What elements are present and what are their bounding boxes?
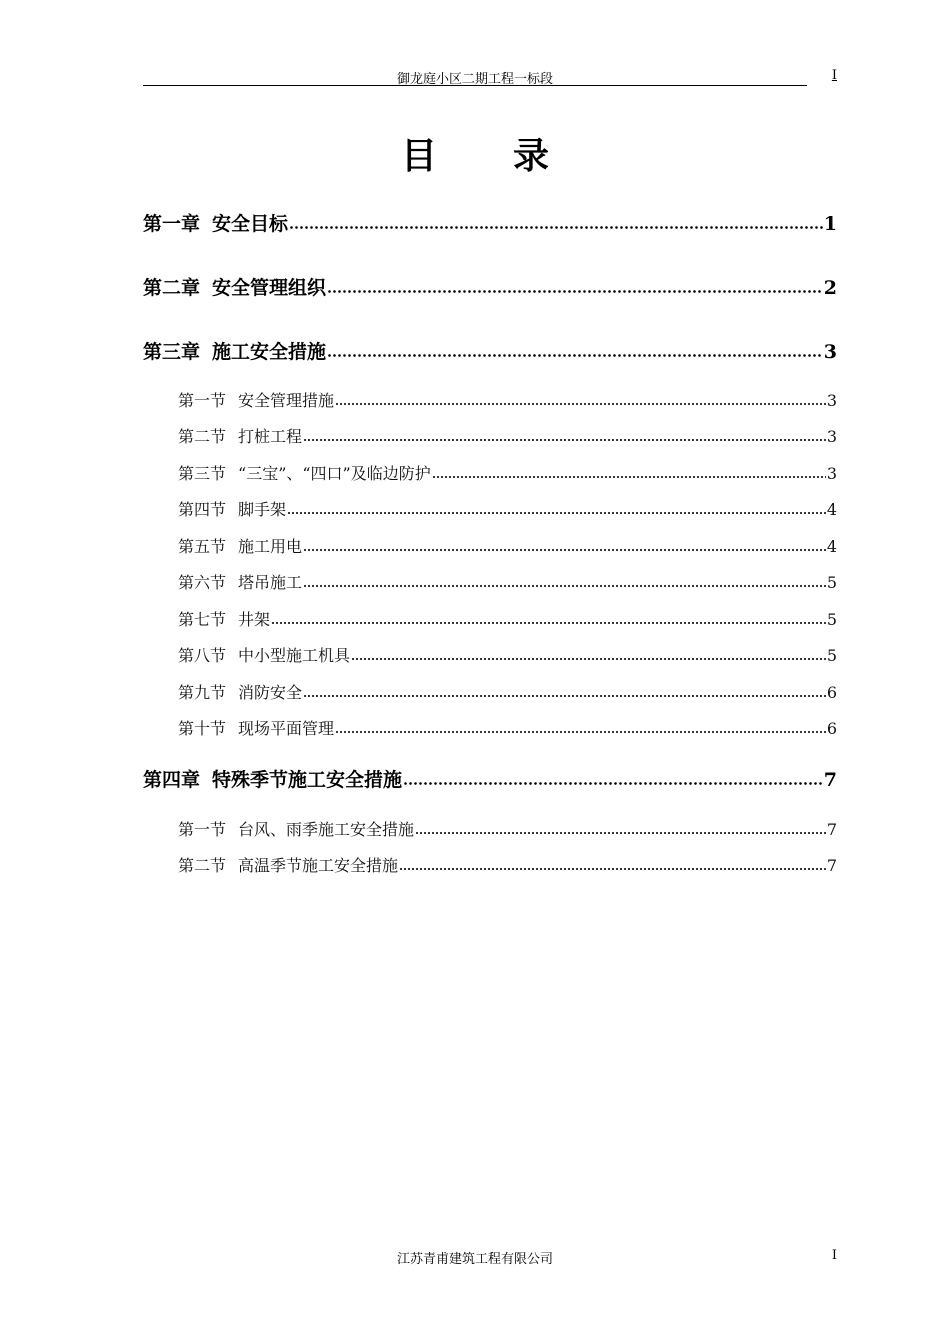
header-page-number: I bbox=[831, 68, 837, 83]
toc-entry-page: 5 bbox=[826, 610, 837, 629]
toc-dot-leader bbox=[327, 289, 823, 294]
toc-section-entry[interactable] bbox=[178, 388, 837, 410]
toc-dot-leader bbox=[403, 781, 823, 786]
toc-entry-number: 第一节 bbox=[178, 391, 227, 410]
toc-entry-page: 3 bbox=[826, 464, 837, 483]
toc-entry-title: 脚手架 bbox=[238, 500, 287, 519]
toc-entry-page: 3 bbox=[823, 341, 837, 363]
toc-entry-page: 5 bbox=[826, 573, 837, 592]
toc-chapter-entry[interactable] bbox=[143, 765, 837, 791]
toc-dot-leader bbox=[415, 831, 826, 835]
footer-company: 江苏青甫建筑工程有限公司 bbox=[396, 1252, 553, 1267]
toc-entry-number: 第九节 bbox=[178, 683, 227, 702]
toc-entry-number: 第八节 bbox=[178, 646, 227, 665]
toc-entry-number: 第三章 bbox=[143, 341, 201, 363]
toc-entry-number: 第二章 bbox=[143, 277, 201, 299]
toc-chapter-entry[interactable] bbox=[143, 273, 837, 299]
toc-dot-leader bbox=[335, 730, 826, 734]
toc-entry-page: 3 bbox=[826, 391, 837, 410]
toc-entry-number: 第二节 bbox=[178, 856, 227, 875]
toc-entry-number: 第六节 bbox=[178, 573, 227, 592]
toc-entry-title: 现场平面管理 bbox=[238, 719, 335, 738]
page-header bbox=[143, 66, 837, 88]
footer-page-number: I bbox=[831, 1248, 837, 1263]
toc-entry-title: 安全目标 bbox=[212, 213, 289, 235]
toc-entry-number: 第四节 bbox=[178, 500, 227, 519]
toc-dot-leader bbox=[289, 225, 823, 230]
toc-entry-number: 第七节 bbox=[178, 610, 227, 629]
toc-entry-number: 第十节 bbox=[178, 719, 227, 738]
toc-section-entry[interactable] bbox=[178, 716, 837, 738]
toc-dot-leader bbox=[399, 867, 826, 871]
toc-dot-leader bbox=[432, 475, 826, 479]
toc-entry-title: 消防安全 bbox=[238, 683, 303, 702]
toc-dot-leader bbox=[287, 511, 826, 515]
toc-chapter-entry[interactable] bbox=[143, 209, 837, 235]
toc-section-entry[interactable] bbox=[178, 424, 837, 446]
toc-section-entry[interactable] bbox=[178, 680, 837, 702]
toc-entry-page: 6 bbox=[826, 719, 837, 738]
toc-entry-title: 施工用电 bbox=[238, 537, 303, 556]
toc-section-entry[interactable] bbox=[178, 853, 837, 875]
toc-section-entry[interactable] bbox=[178, 643, 837, 665]
toc-entry-title: 井架 bbox=[238, 610, 271, 629]
toc-entry-page: 3 bbox=[826, 427, 837, 446]
toc-entry-page: 7 bbox=[826, 856, 837, 875]
toc-entry-page: 6 bbox=[826, 683, 837, 702]
toc-entry-page: 7 bbox=[823, 769, 837, 791]
toc-entry-title: “三宝”、“四口”及临边防护 bbox=[238, 464, 431, 483]
header-title: 御龙庭小区二期工程一标段 bbox=[396, 72, 553, 87]
toc-entry-page: 7 bbox=[826, 820, 837, 839]
toc-dot-leader bbox=[303, 438, 826, 442]
toc-section-entry[interactable] bbox=[178, 817, 837, 839]
toc-dot-leader bbox=[327, 353, 823, 358]
toc-entry-title: 打桩工程 bbox=[238, 427, 303, 446]
toc-entry-title: 特殊季节施工安全措施 bbox=[212, 769, 403, 791]
toc-entry-title: 台风、雨季施工安全措施 bbox=[238, 820, 415, 839]
toc-section-entry[interactable] bbox=[178, 497, 837, 519]
toc-entry-page: 1 bbox=[823, 213, 837, 235]
toc-dot-leader bbox=[303, 548, 826, 552]
toc-dot-leader bbox=[335, 402, 826, 406]
toc-entry-title: 安全管理措施 bbox=[238, 391, 335, 410]
toc-section-entry[interactable] bbox=[178, 534, 837, 556]
toc-entry-page: 2 bbox=[823, 277, 837, 299]
toc-entry-title: 塔吊施工 bbox=[238, 573, 303, 592]
toc-section-entry[interactable] bbox=[178, 607, 837, 629]
page-footer bbox=[143, 1248, 837, 1268]
toc-chapter-entry[interactable] bbox=[143, 337, 837, 363]
header-rule bbox=[143, 85, 807, 86]
toc-entry-title: 中小型施工机具 bbox=[238, 646, 351, 665]
toc-entry-number: 第五节 bbox=[178, 537, 227, 556]
toc-dot-leader bbox=[271, 621, 826, 625]
document-title: 目录 bbox=[400, 136, 625, 177]
toc-entry-title: 安全管理组织 bbox=[212, 277, 327, 299]
toc-entry-number: 第一章 bbox=[143, 213, 201, 235]
toc-entry-page: 4 bbox=[826, 537, 837, 556]
toc-entry-number: 第三节 bbox=[178, 464, 227, 483]
toc-section-entry[interactable] bbox=[178, 461, 837, 483]
toc-entry-page: 5 bbox=[826, 646, 837, 665]
toc-entry-title: 施工安全措施 bbox=[212, 341, 327, 363]
toc-entry-number: 第二节 bbox=[178, 427, 227, 446]
toc-dot-leader bbox=[351, 657, 826, 661]
toc-entry-number: 第四章 bbox=[143, 769, 201, 791]
toc-section-entry[interactable] bbox=[178, 570, 837, 592]
toc-entry-page: 4 bbox=[826, 500, 837, 519]
toc-dot-leader bbox=[303, 584, 826, 588]
toc-dot-leader bbox=[303, 694, 826, 698]
toc-entry-number: 第一节 bbox=[178, 820, 227, 839]
toc-entry-title: 高温季节施工安全措施 bbox=[238, 856, 399, 875]
